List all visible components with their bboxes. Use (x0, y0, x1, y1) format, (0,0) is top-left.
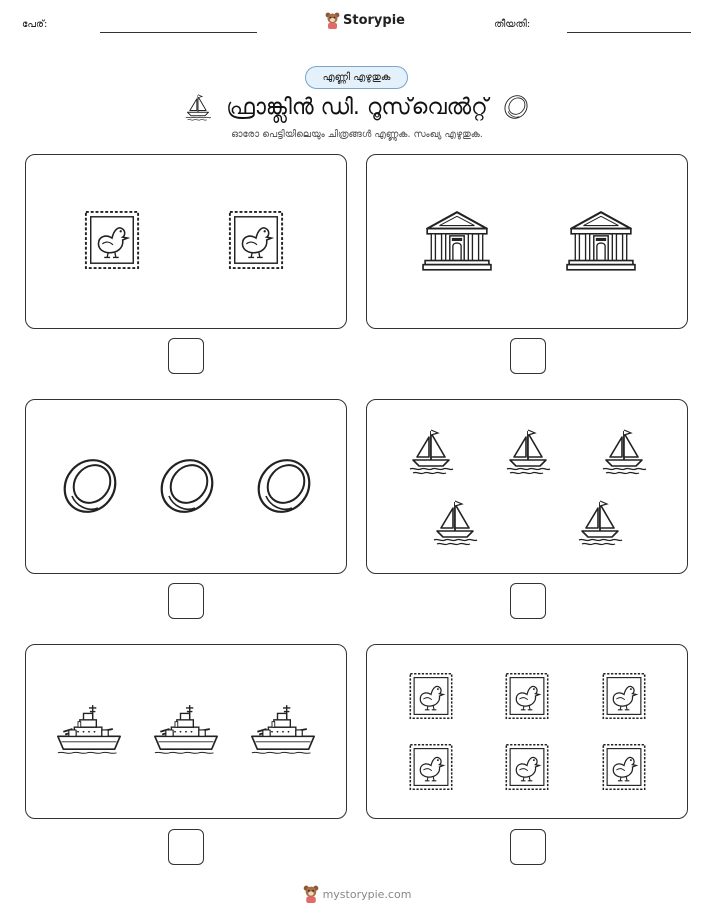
instruction-text: ഓരോ പെട്ടിയിലെയും ചിത്രങ്ങൾ എണ്ണുക. സംഖ്യ എഴുതുക. (231, 129, 483, 140)
sailboat-icon (184, 92, 212, 122)
count-panel-buildings (366, 154, 688, 329)
building-icon (565, 208, 637, 274)
duck-stamp-icon (601, 742, 647, 792)
name-field[interactable] (100, 32, 257, 33)
title-row (0, 90, 714, 124)
date-field[interactable] (567, 32, 691, 33)
ring-icon (252, 454, 316, 518)
battleship-icon (250, 700, 316, 758)
count-panel-rings (25, 399, 347, 574)
footer-url[interactable]: mystorypie.com (322, 887, 412, 901)
footer (0, 885, 714, 903)
sailboat-icon (600, 427, 648, 475)
answer-box[interactable] (168, 338, 204, 374)
count-panel-battleships (25, 644, 347, 819)
bear-mascot-icon (303, 885, 319, 903)
answer-box[interactable] (168, 583, 204, 619)
building-icon (421, 208, 493, 274)
name-label: പേര്: (22, 19, 48, 30)
brand-name: Storypie (343, 13, 405, 28)
count-panel-duck-stamps (25, 154, 347, 329)
duck-stamp-icon (601, 671, 647, 721)
sailboat-icon (407, 427, 455, 475)
duck-stamp-icon (504, 742, 550, 792)
page-title: ഫ്രാങ്ക്ലിൻ ഡി. റൂസ്‌വെൽറ്റ് (226, 94, 488, 120)
answer-box[interactable] (510, 583, 546, 619)
storypie-logo (325, 12, 405, 29)
duck-stamp-icon (227, 209, 285, 271)
sailboat-icon (431, 498, 479, 546)
bear-mascot-icon (325, 12, 340, 29)
ring-icon (58, 454, 122, 518)
battleship-icon (56, 700, 122, 758)
count-panel-duck-stamps-six (366, 644, 688, 819)
answer-box[interactable] (510, 829, 546, 865)
answer-box[interactable] (510, 338, 546, 374)
answer-box[interactable] (168, 829, 204, 865)
battleship-icon (153, 700, 219, 758)
ring-icon (155, 454, 219, 518)
activity-badge: എണ്ണി എഴുതുക (305, 66, 408, 89)
duck-stamp-icon (408, 671, 454, 721)
count-panel-sailboats (366, 399, 688, 574)
sailboat-icon (504, 427, 552, 475)
ring-icon (502, 93, 530, 121)
date-label: തീയതി: (494, 19, 531, 30)
sailboat-icon (576, 498, 624, 546)
duck-stamp-icon (504, 671, 550, 721)
duck-stamp-icon (408, 742, 454, 792)
duck-stamp-icon (83, 209, 141, 271)
